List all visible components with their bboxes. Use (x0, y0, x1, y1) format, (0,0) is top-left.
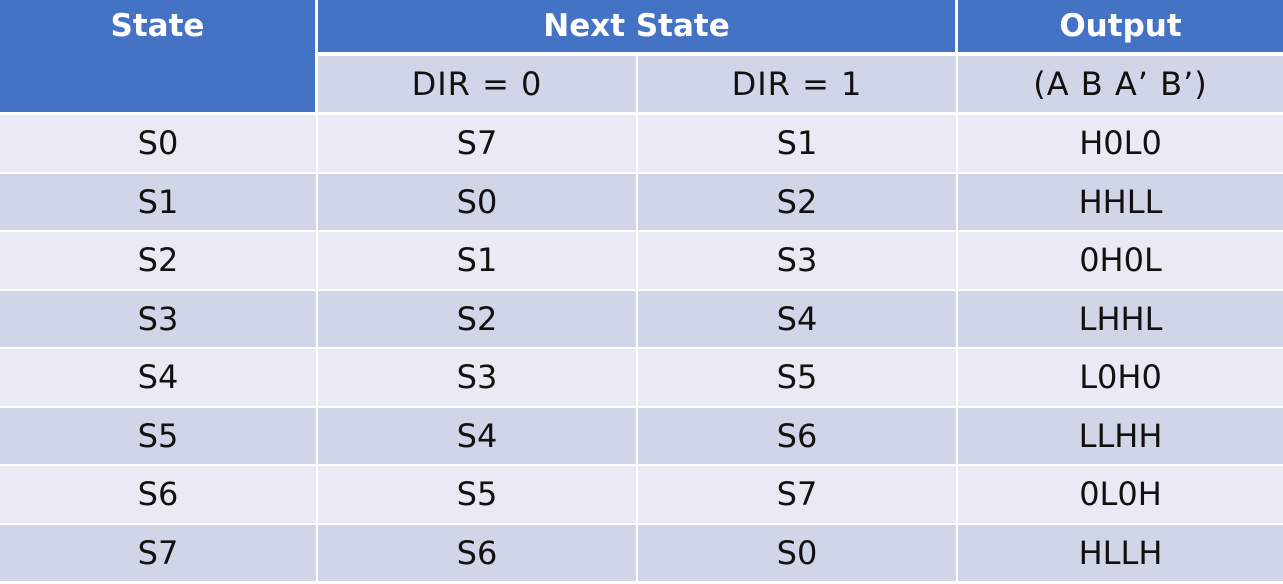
table-cell-state: S0 (0, 115, 318, 174)
table-cell-dir0: S6 (318, 525, 638, 584)
table-cell-state: S3 (0, 291, 318, 350)
header-state: State (0, 0, 318, 115)
table-cell-dir1: S6 (638, 408, 958, 467)
table-cell-dir1: S1 (638, 115, 958, 174)
table-cell-output: LHHL (958, 291, 1283, 350)
table-cell-dir0: S4 (318, 408, 638, 467)
table-cell-dir1: S5 (638, 349, 958, 408)
table-cell-output: HHLL (958, 174, 1283, 233)
table-cell-state: S7 (0, 525, 318, 584)
table-cell-output: 0L0H (958, 466, 1283, 525)
table-cell-dir0: S1 (318, 232, 638, 291)
table-cell-dir1: S3 (638, 232, 958, 291)
table-cell-output: H0L0 (958, 115, 1283, 174)
table-cell-dir1: S4 (638, 291, 958, 350)
table-cell-state: S5 (0, 408, 318, 467)
table-cell-output: 0H0L (958, 232, 1283, 291)
table-cell-dir0: S5 (318, 466, 638, 525)
table-cell-dir1: S0 (638, 525, 958, 584)
table-cell-state: S6 (0, 466, 318, 525)
table-cell-state: S1 (0, 174, 318, 233)
table-cell-dir1: S7 (638, 466, 958, 525)
table-cell-dir0: S0 (318, 174, 638, 233)
table-cell-dir1: S2 (638, 174, 958, 233)
table-cell-dir0: S3 (318, 349, 638, 408)
table-cell-dir0: S7 (318, 115, 638, 174)
table-cell-state: S2 (0, 232, 318, 291)
table-cell-output: L0H0 (958, 349, 1283, 408)
table-cell-output: LLHH (958, 408, 1283, 467)
table-cell-output: HLLH (958, 525, 1283, 584)
subheader-dir-0: DIR = 0 (318, 56, 638, 115)
table-cell-dir0: S2 (318, 291, 638, 350)
header-output: Output (958, 0, 1283, 56)
table-cell-state: S4 (0, 349, 318, 408)
subheader-dir-1: DIR = 1 (638, 56, 958, 115)
subheader-output-bits: (A B A’ B’) (958, 56, 1283, 115)
header-next-state: Next State (318, 0, 958, 56)
